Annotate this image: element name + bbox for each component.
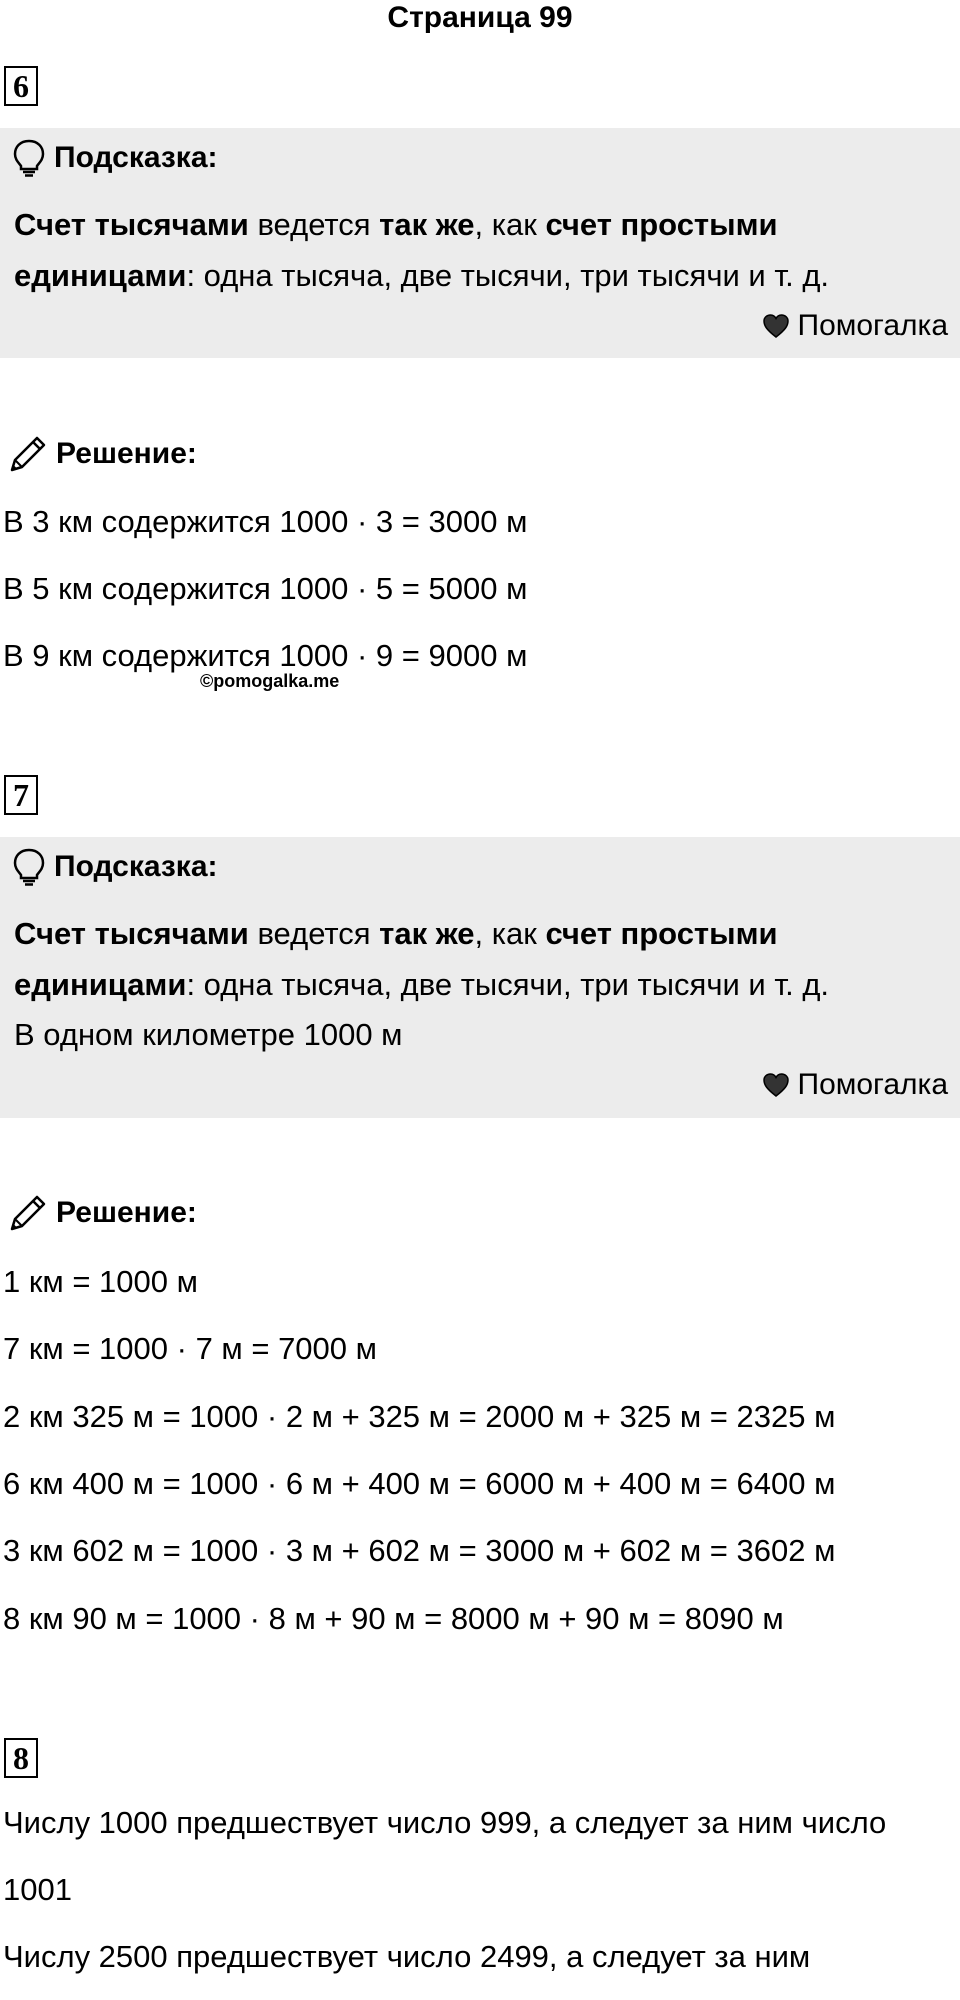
hint-plain: , как [474, 916, 546, 951]
hint-text-line [14, 908, 778, 959]
solution-line: В 5 км содержится 1000 · 5 = 5000 м [3, 571, 528, 606]
hint-bold: так же [379, 207, 475, 242]
hint-plain: , как [474, 207, 546, 242]
hint-bold: так же [379, 916, 475, 951]
solution-line: 7 км = 1000 · 7 м = 7000 м [3, 1331, 377, 1366]
solution-line: 1 км = 1000 м [3, 1264, 198, 1299]
hint-header [12, 847, 218, 887]
solution-line: 2 км 325 м = 1000 · 2 м + 325 м = 2000 м + 325 м = 2325 м [3, 1399, 836, 1434]
task-number-8: 8 [4, 1738, 38, 1778]
hint-bold: Счет тысячами [14, 207, 249, 242]
hint-text-line [14, 250, 829, 301]
brand-label: Помогалка [797, 309, 948, 342]
lightbulb-icon [12, 847, 46, 887]
hint-plain: : одна тысяча, две тысячи, три тысячи и т. д. [186, 258, 830, 293]
hint-bold: единицами [14, 258, 187, 293]
hint-text-line [14, 199, 778, 250]
solution-line: 6 км 400 м = 1000 · 6 м + 400 м = 6000 м + 400 м = 6400 м [3, 1466, 836, 1501]
hint-plain: ведется [248, 207, 380, 242]
hint-bold: счет простыми [545, 207, 778, 242]
hint-title: Подсказка: [54, 850, 218, 883]
page-title: Страница 99 [387, 1, 573, 34]
hint-bold: счет простыми [545, 916, 778, 951]
answer-line: Числу 2500 предшествует число 2499, а следует за ним [3, 1939, 811, 1974]
hint-text-line: В одном километре 1000 м [14, 1017, 403, 1052]
brand-credit [762, 1067, 949, 1103]
heart-icon [762, 1072, 790, 1098]
solution-line: В 3 км содержится 1000 · 3 = 3000 м [3, 504, 528, 539]
task-number-6: 6 [4, 66, 38, 106]
hint-plain: ведется [248, 916, 380, 951]
pencil-icon [6, 1191, 50, 1235]
hint-bold: Счет тысячами [14, 916, 249, 951]
hint-box-7 [0, 837, 960, 1118]
hint-title: Подсказка: [54, 141, 218, 174]
brand-label: Помогалка [797, 1068, 948, 1101]
answer-line: 1001 [3, 1872, 72, 1907]
answer-line: Числу 1000 предшествует число 999, а следует за ним число [3, 1805, 887, 1840]
solution-line: 3 км 602 м = 1000 · 3 м + 602 м = 3000 м + 602 м = 3602 м [3, 1533, 836, 1568]
hint-text-line [14, 959, 829, 1010]
lightbulb-icon [12, 138, 46, 178]
solution-line: В 9 км содержится 1000 · 9 = 9000 м [3, 638, 528, 673]
solution-header [6, 433, 197, 475]
hint-bold: единицами [14, 967, 187, 1002]
watermark: ©pomogalka.me [200, 671, 340, 691]
solution-line: 8 км 90 м = 1000 · 8 м + 90 м = 8000 м + 90 м = 8090 м [3, 1601, 784, 1636]
solution-header [6, 1192, 197, 1234]
solution-title: Решение: [56, 437, 197, 470]
pencil-icon [6, 432, 50, 476]
heart-icon [762, 313, 790, 339]
hint-plain: : одна тысяча, две тысячи, три тысячи и т. д. [186, 967, 830, 1002]
hint-box-6 [0, 128, 960, 358]
task-number-7: 7 [4, 775, 38, 815]
brand-credit [762, 308, 949, 344]
hint-header [12, 138, 218, 178]
solution-title: Решение: [56, 1196, 197, 1229]
